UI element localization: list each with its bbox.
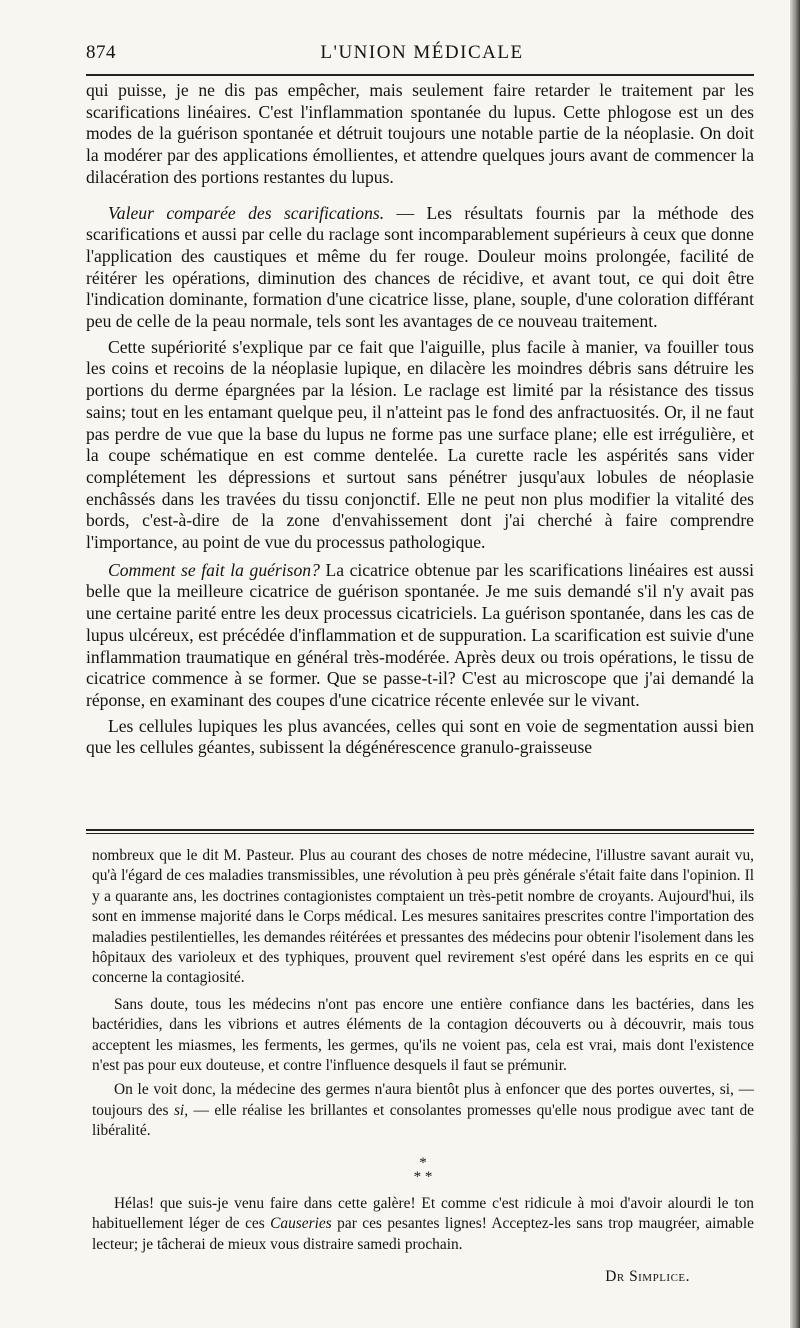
feuilleton-paragraph bbox=[92, 1080, 754, 1141]
page-header bbox=[86, 40, 758, 68]
section-title: Comment se fait la guérison? bbox=[108, 559, 320, 580]
paragraph-italic: Causeries bbox=[270, 1215, 332, 1233]
paragraph-text: On le voit donc, la médecine des germes n'aura bientôt plus à enfoncer que des portes ouvertes, si, — toujours des bbox=[92, 1081, 754, 1119]
feuilleton-paragraph: nombreux que le dit M. Pasteur. Plus au courant des choses de notre médecine, l'illustre savant aurait vu, qu'à l'égard de ces maladies transmissibles, une révolution à peu près générale s'était faite dans l'opinion. Il y a quarante ans, les doctrines contagionistes comptaient un très-petit nombre de croyants. Aujourd'hui, ils sont en immense majorité dans le Corps médical. Les mesures sanitaires prescrites contre l'importation des maladies pestilentielles, les demandes réitérées et pressantes des médecins pour obtenir l'isolement dans les hôpitaux des varioleux et des typhiques, prouvent quel revirement s'est opéré dans les esprits en ce qui concerne la contagiosité. bbox=[92, 847, 754, 987]
header-rule bbox=[86, 74, 754, 76]
section-guerison bbox=[86, 560, 754, 712]
page-number: 874 bbox=[86, 42, 116, 63]
paragraph-italic: si, bbox=[173, 1101, 189, 1119]
feuilleton-paragraph: Sans doute, tous les médecins n'ont pas encore une entière confiance dans les bactéries, dans les bactéridies, dans les vibrions et autres éléments de la contagion découverts ou à découvrir, mais tous acceptent les miasmes, les ferments, les germes, qu'ils ne voient pas, cela est vrai, mais dont l'existence n'est pas pour eux douteuse, et contre l'influence desquels il faut se prémunir. bbox=[92, 995, 754, 1075]
article-paragraph-continued: qui puisse, je ne dis pas empêcher, mais seulement faire retarder le traitement par les scarifications linéaires. C'est l'inflammation spontanée du lupus. Cette phlogose est un des modes de la guérison spontanée et détruit toujours une notable partie de la néoplasie. On doit la modérer par des applications émollientes, et attendre quelques jours avant de commencer la dilacération des portions restantes du lupus. bbox=[86, 80, 754, 187]
section-scarifications bbox=[86, 203, 754, 333]
feuilleton-rule bbox=[86, 829, 754, 834]
article-paragraph: Cette supériorité s'explique par ce fait que l'aiguille, plus facile à manier, va fouiller tous les coins et recoins de la néoplasie lupique, en dilacère les moindres débris sans détruire les portions du derme épargnées par la lésion. Le raclage est limité par la résistance des tissus sains; tout en les entamant quelque peu, il n'atteint pas le fond des anfractuosités. Or, il ne faut pas perdre de vue que la base du lupus ne forme pas une surface plane; elle est irrégulière, et la coupe schématique en est comme dentelée. La curette racle les aspérités sans vider complétement les dépressions et surtout sans pénétrer jusqu'aux lobules de néoplasie enchâssés dans les travées du tissu conjonctif. Elle ne peut non plus modifier la vitalité des bords, c'est-à-dire de la zone d'envahissement dont j'ai cherché à faire comprendre l'importance, au point de vue du processus pathologique. bbox=[86, 336, 754, 553]
page-edge bbox=[790, 0, 800, 1328]
paragraph-text: Hélas! que suis-je venu faire dans cette galère! Et comme c'est ridicule à moi d'avoir alourdi le ton habituellement léger de ces bbox=[92, 1194, 754, 1233]
main-article bbox=[86, 80, 754, 759]
asterism-top: * bbox=[419, 1154, 427, 1171]
running-head: L'UNION MÉDICALE bbox=[320, 42, 524, 63]
section-text: — Les résultats fournis par la méthode des scarifications et aussi par celle du raclage sont incomparablement supérieurs à ceux que donne l'application des caustiques et même du fer rouge. Douleur moins prolongée, facilité de réitérer les opérations, diminution des chances de récidive, et avant tout, ce qui doit être l'indication dominante, formation d'une cicatrice lisse, plane, souple, d'une coloration différant peu de celle de la peau normale, tels sont les avantages de ce nouveau traitement. bbox=[86, 202, 754, 332]
asterism-bottom: * * bbox=[413, 1168, 433, 1185]
signature: Dr Simplice. bbox=[605, 1268, 690, 1285]
feuilleton-paragraph bbox=[92, 1194, 754, 1255]
paragraph-text: — elle réalise les brillantes et consolantes promesses qu'elle nous prodigue avec tant de libéralité. bbox=[92, 1101, 754, 1140]
article-paragraph: Les cellules lupiques les plus avancées, celles qui sont en voie de segmentation aussi bien que les cellules géantes, subissent la dégénérescence granulo-graisseuse bbox=[86, 715, 754, 758]
asterism bbox=[92, 1156, 754, 1184]
section-text: La cicatrice obtenue par les scarifications linéaires est aussi belle que la meilleure cicatrice de guérison spontanée. Je me suis demandé s'il n'y avait pas une certaine parité entre les deux processus cicatriciels. La guérison spontanée, dans les cas de lupus ulcéreux, est précédée d'inflammation et de suppuration. La scarification est suivie d'une inflammation traumatique en général très-modérée. Après deux ou trois opérations, le tissu de cicatrice commence à se former. Que se passe-t-il? C'est au microscope que j'ai demandé la réponse, en examinant des coupes d'une cicatrice récente enlevée sur le vivant. bbox=[86, 559, 754, 710]
paragraph-text: par ces pesantes lignes! Acceptez-les sans trop maugréer, aimable lecteur; je tâcherai de mieux vous distraire samedi prochain. bbox=[92, 1215, 754, 1253]
section-title: Valeur comparée des scarifications. bbox=[108, 202, 385, 223]
feuilleton bbox=[92, 846, 754, 1255]
